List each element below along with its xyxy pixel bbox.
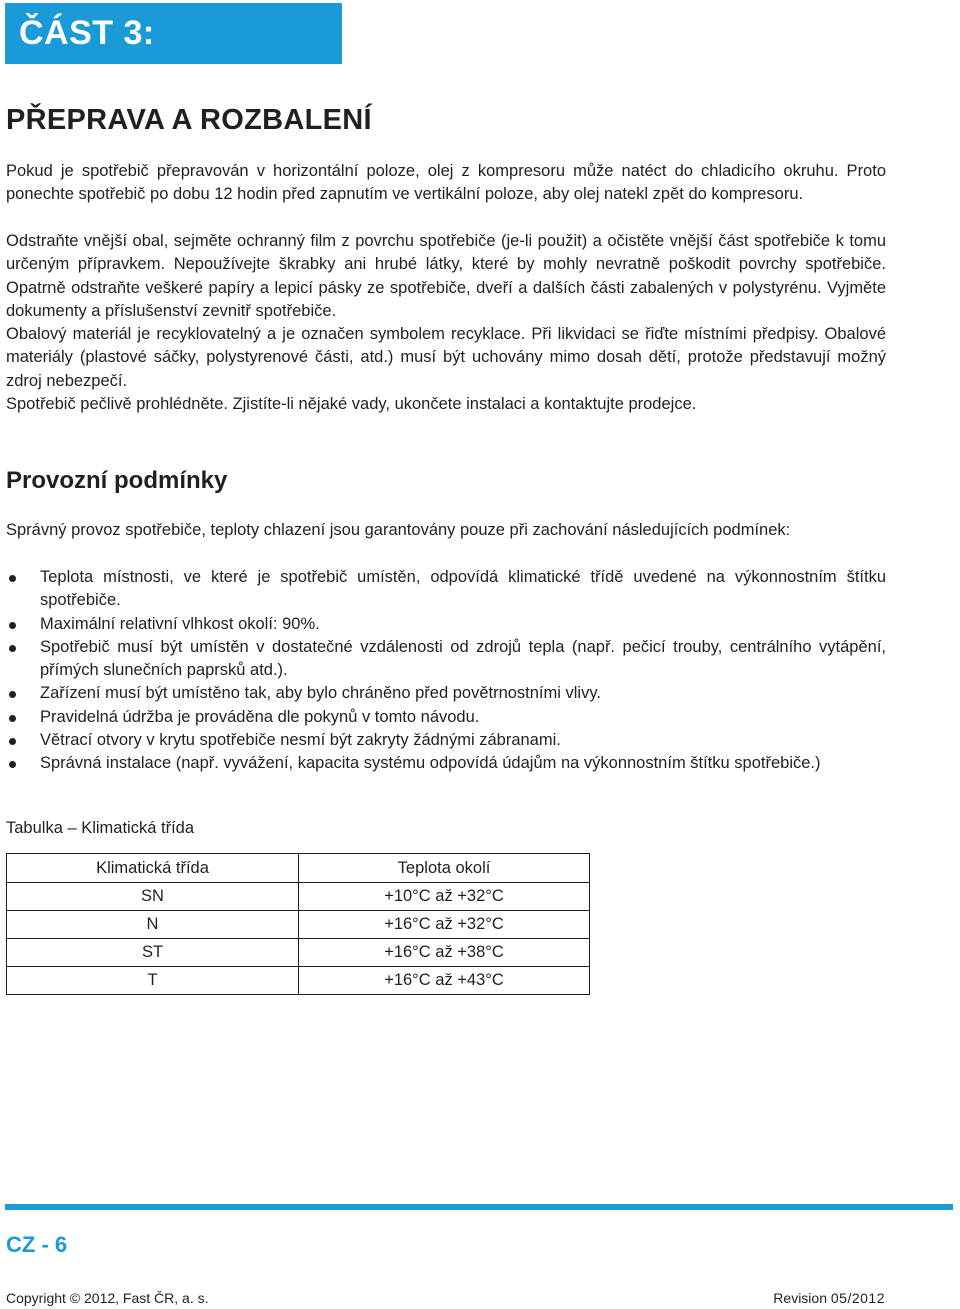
bullet-icon <box>9 691 16 698</box>
transport-text-2: Odstraňte vnější obal, sejměte ochranný film z povrchu spotřebiče (je-li použit) a očistěte vnější část spotřebiče k tomu určeným přípravkem. Nepoužívejte škrabky ani hrubé látky, které by mohly nevratně poškodit povrchy spotřebiče. Opatrně odstraňte veškeré papíry a lepicí pásky ze spotřebiče, dveří a dalších části zabalených v polystyrénu. Vyjměte dokumenty a příslušenství zevnitř spotřebiče. <box>6 232 886 320</box>
table-cell: +16°C až +38°C <box>299 939 590 967</box>
list-item <box>6 706 886 729</box>
table-cell: ST <box>7 939 299 967</box>
table-cell: +10°C až +32°C <box>299 883 590 911</box>
table-cell: +16°C až +32°C <box>299 911 590 939</box>
table-cell: T <box>7 967 299 995</box>
list-item <box>6 566 886 613</box>
revision-label: Revision <box>773 1290 827 1306</box>
bullet-icon <box>9 738 16 745</box>
list-item-text: Maximální relativní vlhkost okolí: 90%. <box>40 614 320 633</box>
revision-info <box>773 1290 885 1306</box>
list-item <box>6 729 886 752</box>
table-row <box>7 883 590 911</box>
list-item-text: Správná instalace (např. vyvážení, kapacita systému odpovídá údajům na výkonnostním štítku spotřebiče.) <box>40 754 821 773</box>
transport-heading: PŘEPRAVA A ROZBALENÍ <box>6 104 372 136</box>
transport-text-1: Pokud je spotřebič přepravován v horizontální poloze, olej z kompresoru může natéct do chladicího okruhu. Proto ponechte spotřebič po dobu 12 hodin před zapnutím ve vertikální poloze, aby olej natekl zpět do kompresoru. <box>6 162 886 204</box>
list-item-text: Pravidelná údržba je prováděna dle pokynů v tomto návodu. <box>40 707 480 726</box>
climate-class-table <box>6 853 590 995</box>
table-cell: SN <box>7 883 299 911</box>
list-item-text: Větrací otvory v krytu spotřebiče nesmí být zakryty žádnými zábranami. <box>40 731 561 750</box>
conditions-lead: Správný provoz spotřebiče, teploty chlazení jsou garantovány pouze při zachování následujících podmínek: <box>6 521 791 539</box>
list-item <box>6 636 886 683</box>
conditions-heading: Provozní podmínky <box>6 467 228 494</box>
table-header-row <box>7 854 590 883</box>
list-item <box>6 682 886 705</box>
table-row <box>7 911 590 939</box>
header-climate-class: Klimatická třída <box>7 854 299 883</box>
page-number: CZ - 6 <box>6 1232 68 1257</box>
bullet-icon <box>9 715 16 722</box>
table-cell: +16°C až +43°C <box>299 967 590 995</box>
table-caption: Tabulka – Klimatická třída <box>6 819 195 837</box>
list-item-text: Zařízení musí být umístěno tak, aby bylo chráněno před povětrnostními vlivy. <box>40 684 601 703</box>
transport-text-4: Spotřebič pečlivě prohlédněte. Zjistíte-li nějaké vady, ukončete instalaci a kontaktujte prodejce. <box>6 395 697 414</box>
bullet-icon <box>9 575 16 582</box>
copyright-notice: Copyright © 2012, Fast ČR, a. s. <box>6 1290 209 1306</box>
bullet-icon <box>9 622 16 629</box>
table-row <box>7 939 590 967</box>
list-item-text: Spotřebič musí být umístěn v dostatečné vzdálenosti od zdrojů tepla (např. pečicí trouby, centrálního vytápění, přímých slunečních paprsků atd.). <box>40 637 886 680</box>
table-cell: N <box>7 911 299 939</box>
transport-paragraphs <box>6 230 886 416</box>
transport-text-3: Obalový materiál je recyklovatelný a je označen symbolem recyklace. Při likvidaci se řiďte místními předpisy. Obalové materiály (plastové sáčky, polystyrenové části, atd.) musí být uchovány mimo dosah dětí, protože představují možný zdroj nebezpečí. <box>6 325 886 390</box>
bullet-icon <box>9 761 16 768</box>
section-title-banner: ČÁST 3: INSTALACE <box>5 3 342 64</box>
list-item-text: Teplota místnosti, ve které je spotřebič umístěn, odpovídá klimatické třídě uvedené na výkonnostním štítku spotřebiče. <box>40 568 886 610</box>
conditions-list <box>6 566 886 776</box>
bullet-icon <box>9 645 16 652</box>
list-item <box>6 752 886 775</box>
revision-date: 05/2012 <box>830 1290 885 1306</box>
list-item <box>6 613 886 636</box>
transport-paragraph-1 <box>6 160 886 207</box>
footer-divider <box>5 1204 953 1210</box>
header-ambient-temperature: Teplota okolí <box>299 854 590 883</box>
table-row <box>7 967 590 995</box>
